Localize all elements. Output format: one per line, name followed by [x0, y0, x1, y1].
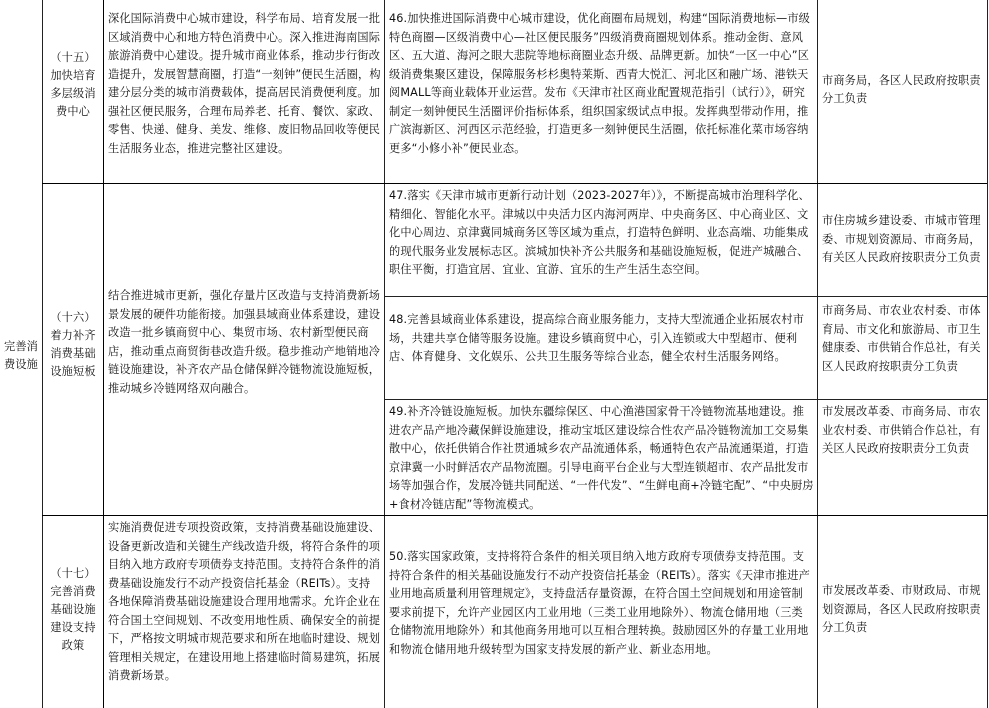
grid-line	[987, 0, 988, 708]
department-text: 市商务局，各区人民政府按职责分工负责	[822, 73, 981, 105]
overview-text: 实施消费促进专项投资政策，支持消费基础设施建设、设备更新改造和关键生产线改造升级，将符合条件的项目纳入地方政府专项债券支持范围。支持符合条件的消费基础设施发行不动产投资信托基金（REITs）。支持各地保障消费基础设施建设合理用地需求。允许企业在符合国土空间规划、不改变用地性质、确保安全的前提下，严格按文明城市规范要求和所在地临时建设、规划管理相关规定，在建设用地上搭建临时简易建筑，拓展消费新场景。	[108, 521, 381, 682]
measure-text: 46.加快推进国际消费中心城市建设，优化商圈布局规划，构建“国际消费地标—市级特色商圈—区级消费中心—社区便民服务”四级消费商圈规划体系。推动金街、意风区、五大道、海河之眼大悲院等地标商圈业态升级、品牌更新。加快“一区一中心”区级消费集聚区建设，保障服务杉杉奥特莱斯、西青大悦汇、河北区和融广场、港铁天阅MALL等商业载体开业运营。发布《天津市社区商业配置规范指引（试行）》，研究制定一刻钟便民生活圈评价指标体系，组织国家级试点申报。发挥典型带动作用，推广滨海新区、河西区示范经验，打造更多一刻钟便民生活圈，依托标准化菜市场容纳更多“小修小补”便民业态。	[389, 12, 811, 155]
row-label: （十五）加快培育多层级消费中心	[50, 51, 96, 118]
category-label: 完善消费设施	[3, 340, 38, 371]
department-text: 市发展改革委、市商务局、市农业农村委、市供销合作总社，有关区人民政府按职责分工负责	[822, 405, 981, 455]
department-text: 市发展改革委、市财政局、市规划资源局，各区人民政府按职责分工负责	[822, 584, 981, 635]
measure-text: 50.落实国家政策，支持将符合条件的相关项目纳入地方政府专项债券支持范围。支持符合条件的相关基础设施发行不动产投资信托基金（REITs）。落实《天津市推进产业用地高质量利用管理规定》，支持盘活存量资源，在符合国土空间规划和用途管制要求前提下，允许产业园区内工业用地（三类工业用地除外）、物流仓储用地（三类仓储物流用地除外）和其他商务用地可以互相合理转换。鼓励园区外的存量工业用地和物流仓储用地升级转型为国家支持发展的新产业、新业态用地。	[389, 550, 810, 656]
department-text: 市商务局、市农业农村委、市体育局、市文化和旅游局、市卫生健康委、市供销合作总社，有关区人民政府按职责分工负责	[822, 304, 981, 373]
measure-text: 48.完善县域商业体系建设，提高综合商业服务能力，支持大型流通企业拓展农村市场，共建共享仓储等服务设施。建设乡镇商贸中心，引入连锁或大中型超市、便利店、体育健身、文化娱乐、公共卫生服务等综合业态，健全农村生活服务网络。	[389, 313, 805, 363]
row-label: （十七）完善消费基础设施建设支持政策	[50, 567, 96, 652]
row-label: （十六）着力补齐消费基础设施短板	[50, 311, 96, 378]
measure-text: 47.落实《天津市城市更新行动计划（2023-2027年）》，不断提高城市治理科学化、精细化、智能化水平。津城以中央活力区内海河两岸、中央商务区、中心商业区、文化中心周边、京津冀同城商务区等区域为重点，打造特色鲜明、业态高端、功能集成的现代服务业发展标志区。滨城加快补齐公共服务和基础设施短板，促进产城融合、职住平衡，打造宜居、宜业、宜游、宜乐的生产生活生态空间。	[389, 189, 810, 276]
overview-text: 深化国际消费中心城市建设，科学布局、培育发展一批区域消费中心和地方特色消费中心。深入推进海南国际旅游消费中心建设。提升城市商业体系，推动步行街改造提升，发展智慧商圈，打造“一刻钟”便民生活圈，构建分层分类的城市消费载体，提高居民消费便利度。加强社区便民服务，合理布局养老、托育、餐饮、家政、零售、快递、健身、美发、维修、废旧物品回收等便民生活服务业态，推进完整社区建设。	[108, 12, 381, 155]
grid-line	[384, 296, 987, 297]
department-text: 市住房城乡建设委、市城市管理委、市规划资源局、市商务局，有关区人民政府按职责分工负责	[822, 214, 981, 265]
overview-text: 结合推进城市更新，强化存量片区改造与支持消费新场景发展的硬件功能衔接。加强县域商业体系建设，建设改造一批乡镇商贸中心、集贸市场、农村新型便民商店，推动重点商贸街巷改造升级。稳步推动产地销地冷链设施建设，补齐农产品仓储保鲜冷链物流设施短板，推动城乡冷链网络双向融合。	[108, 289, 381, 395]
measure-text: 49.补齐冷链设施短板。加快东疆综保区、中心渔港国家骨干冷链物流基地建设。推进农产品产地冷藏保鲜设施建设，推动宝坻区建设综合性农产品冷链物流加工交易集散中心，依托供销合作社贯通城乡农产品流通体系，畅通特色农产品流通渠道，打造京津冀一小时鲜活农产品物流圈。引导电商平台企业与大型连锁超市、农产品批发市场等加强合作，发展冷链共同配送、“一件代发”、“生鲜电商+冷链宅配”、“中央厨房+食材冷链店配”等物流模式。	[389, 405, 814, 511]
